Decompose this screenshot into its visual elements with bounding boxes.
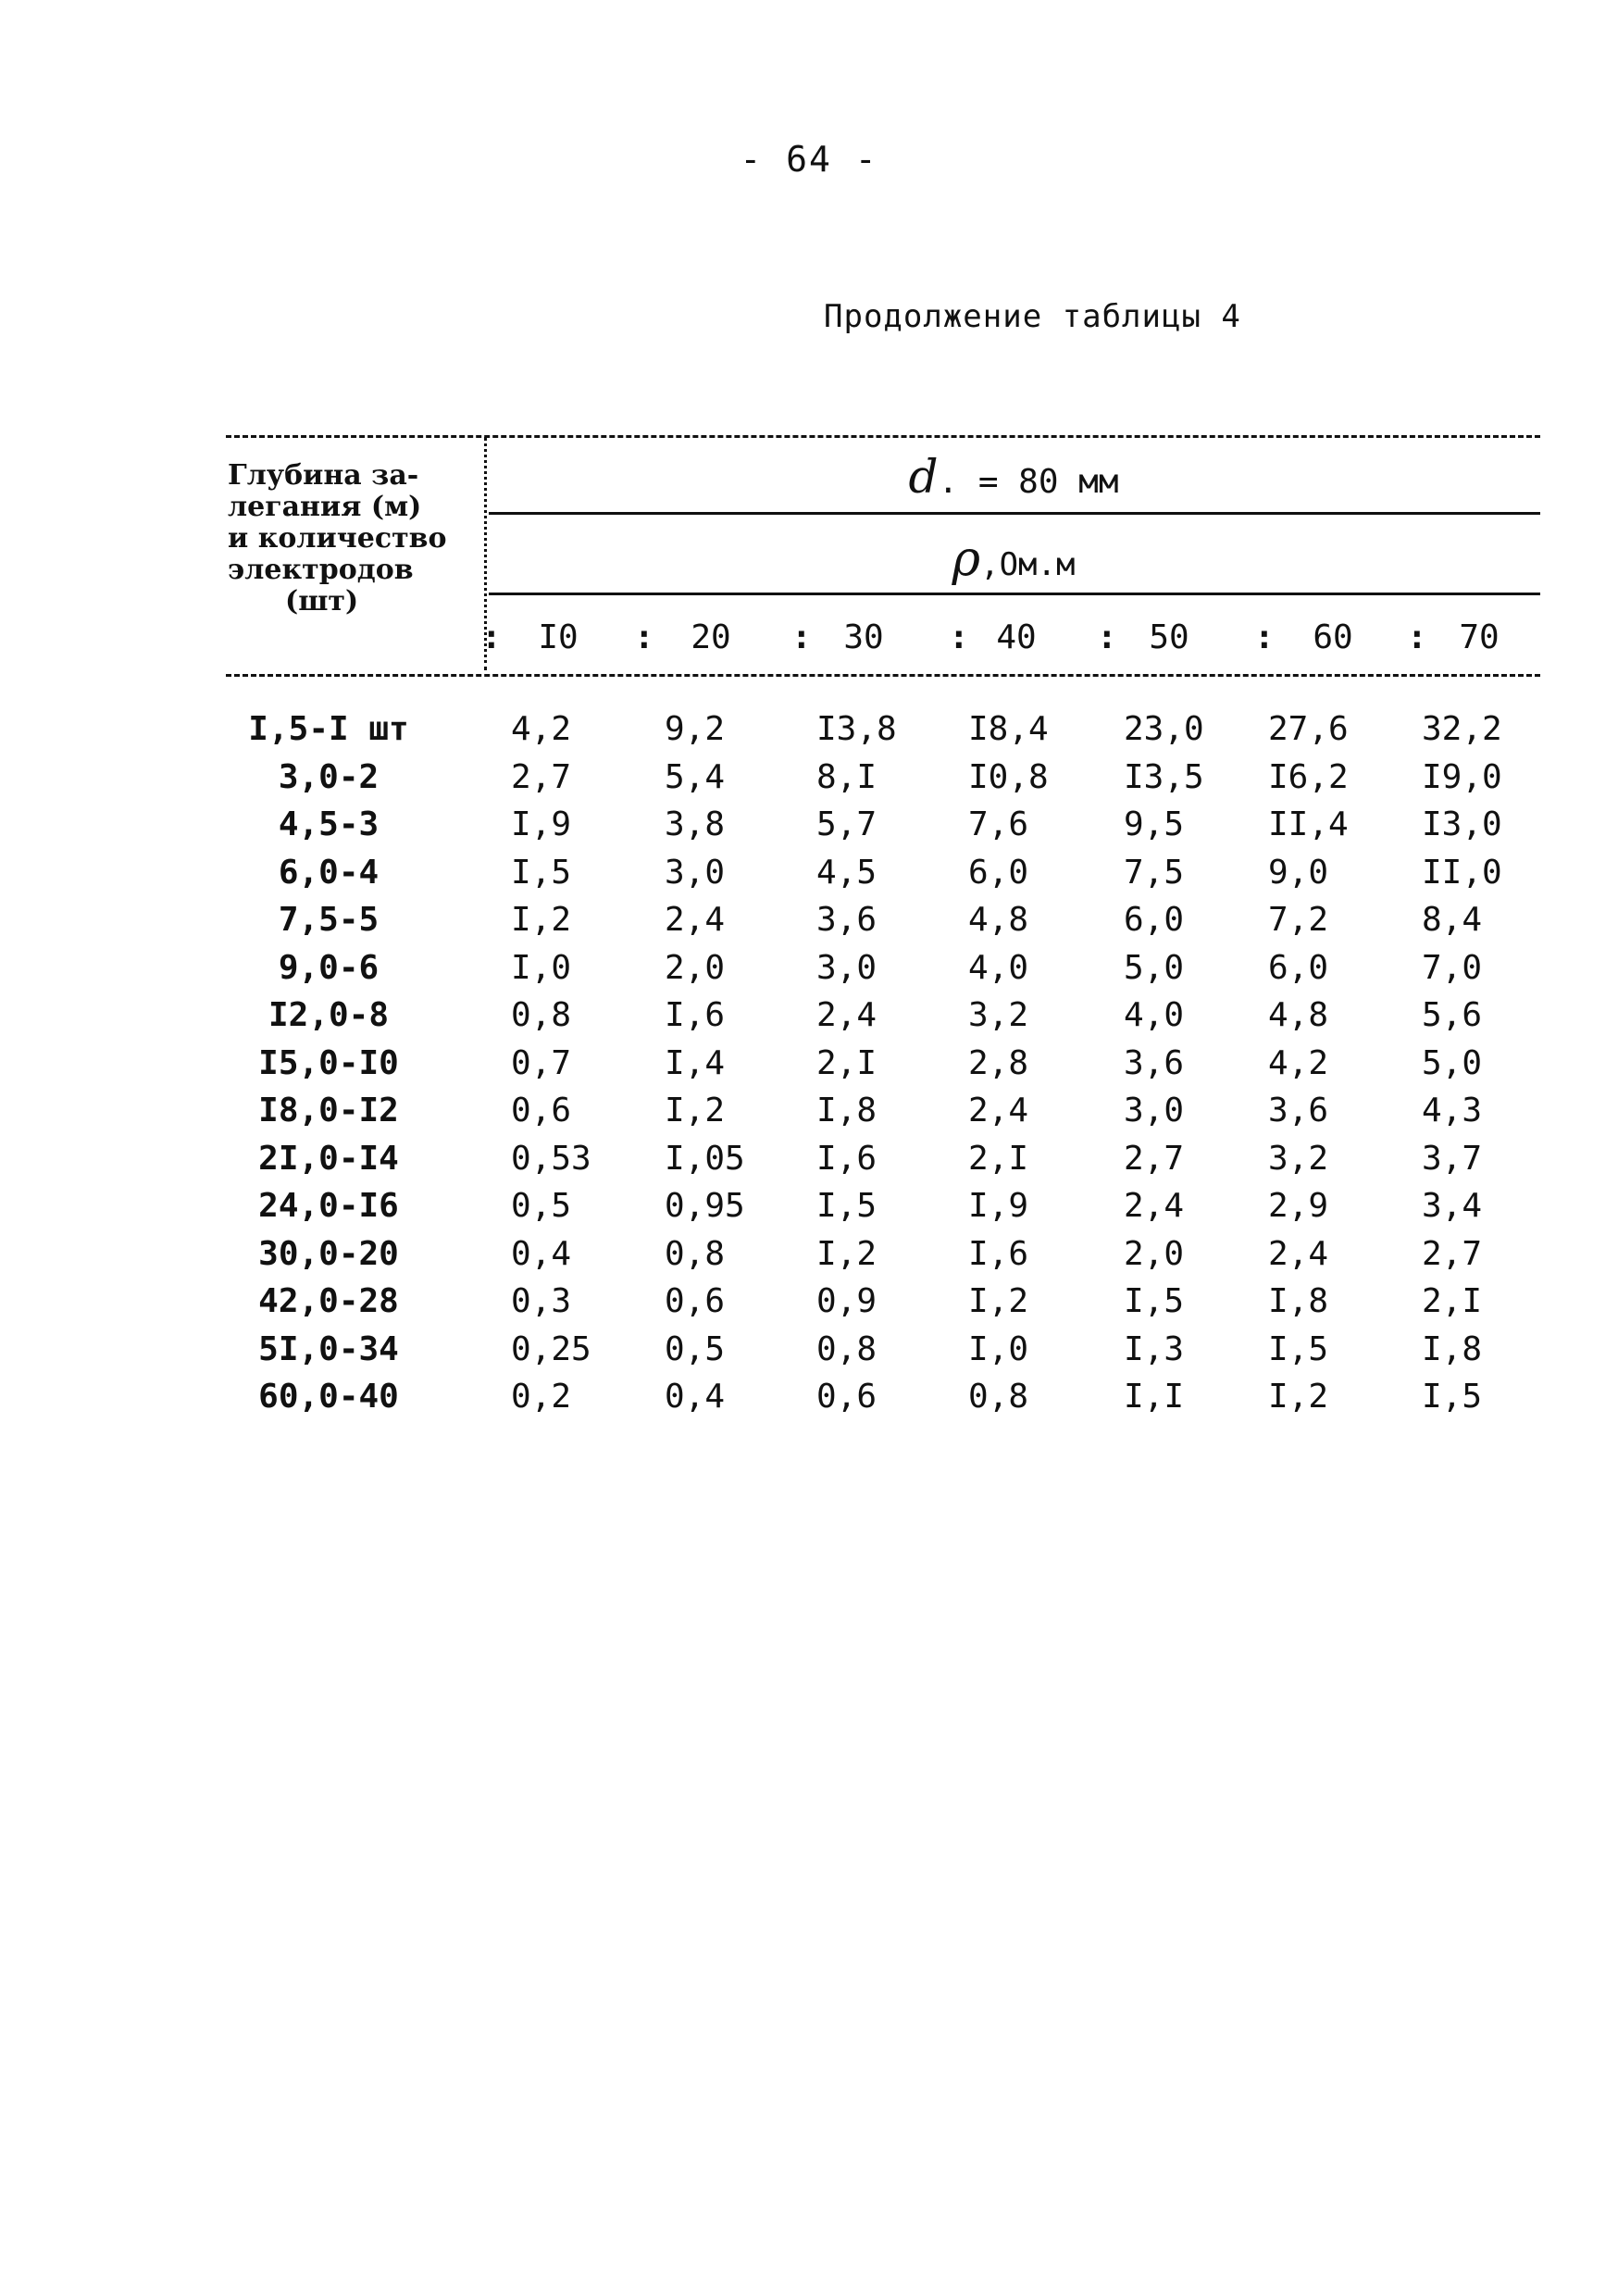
value-cell: 3,0 [1124, 1092, 1185, 1129]
table-row [222, 1373, 1537, 1421]
value-cell: 2,7 [511, 757, 572, 796]
value-cell: I,3 [1124, 1329, 1185, 1368]
value-cell: I3,5 [1124, 757, 1204, 796]
row-header-line: легания (м) [228, 491, 422, 523]
table-row [222, 944, 1537, 992]
resistivity-rule [489, 593, 1540, 595]
value-cell: 32,2 [1422, 710, 1502, 748]
value-cell: I,5 [1124, 1282, 1185, 1320]
value-cell: 2,0 [1124, 1234, 1185, 1273]
value-cell: I3,8 [816, 710, 897, 748]
depth-cell: 4,5-3 [278, 805, 380, 843]
column-header: 50 [1149, 618, 1189, 656]
value-cell: I,6 [816, 1139, 877, 1178]
value-cell: 7,5 [1124, 853, 1185, 892]
value-cell: 4,5 [816, 853, 877, 892]
resistivity-unit: ,Ом.м [980, 546, 1076, 583]
value-cell: 0,6 [816, 1378, 877, 1416]
table-row [222, 1326, 1537, 1374]
value-cell: 0,9 [816, 1282, 877, 1320]
value-cell: 0,4 [511, 1234, 572, 1273]
value-cell: 9,5 [1124, 805, 1185, 843]
table-row [222, 705, 1537, 754]
value-cell: 3,4 [1422, 1187, 1483, 1225]
table-row [222, 896, 1537, 944]
value-cell: 9,2 [665, 710, 726, 748]
value-cell: I8,4 [968, 710, 1049, 748]
value-cell: 3,8 [665, 805, 726, 843]
value-cell: 5,7 [816, 805, 877, 843]
value-cell: 2,9 [1268, 1187, 1329, 1225]
diameter-symbol: d [908, 450, 939, 504]
value-cell: 0,6 [511, 1092, 572, 1129]
value-cell: 4,2 [1268, 1043, 1329, 1082]
depth-cell: I5,0-I0 [258, 1043, 399, 1082]
value-cell: 0,5 [665, 1329, 726, 1368]
value-cell: 23,0 [1124, 710, 1204, 748]
value-cell: I,5 [1268, 1329, 1329, 1368]
value-cell: I,2 [665, 1092, 726, 1129]
value-cell: 9,0 [1268, 853, 1329, 892]
row-header [228, 460, 478, 618]
table-body [222, 705, 1537, 1421]
value-cell: 3,6 [816, 901, 877, 939]
row-header-line: и количество [228, 522, 447, 555]
value-cell: I,4 [665, 1043, 726, 1082]
row-header-line: электродов [228, 554, 414, 586]
table-row [222, 1182, 1537, 1230]
value-cell: 2,4 [968, 1092, 1029, 1129]
value-cell: 4,8 [1268, 996, 1329, 1034]
value-cell: 0,8 [816, 1329, 877, 1368]
value-cell: 0,8 [968, 1378, 1029, 1416]
value-cell: I,0 [511, 948, 572, 987]
value-cell: I,5 [1422, 1378, 1483, 1416]
column-header: 20 [691, 618, 731, 656]
value-cell: I,6 [968, 1234, 1029, 1273]
value-cell: 5,0 [1124, 948, 1185, 987]
column-header: I0 [538, 618, 579, 656]
value-cell: 3,6 [1124, 1043, 1185, 1082]
value-cell: 4,3 [1422, 1092, 1483, 1129]
table-row [222, 849, 1537, 897]
table-caption: Продолжение таблицы 4 [824, 298, 1241, 335]
table-row [222, 754, 1537, 802]
value-cell: 2,7 [1124, 1139, 1185, 1178]
value-cell: 0,95 [665, 1187, 745, 1225]
row-header-line: Глубина за- [228, 459, 419, 492]
value-cell: 6,0 [1124, 901, 1185, 939]
depth-cell: 9,0-6 [278, 948, 380, 987]
value-cell: I,8 [816, 1092, 877, 1129]
table-top-rule [226, 435, 1540, 438]
value-cell: 0,7 [511, 1043, 572, 1082]
depth-cell: 7,5-5 [278, 901, 380, 939]
table-row [222, 1278, 1537, 1326]
value-cell: I,8 [1422, 1329, 1483, 1368]
value-cell: 5,0 [1422, 1043, 1483, 1082]
value-cell: 3,7 [1422, 1139, 1483, 1178]
value-cell: 3,0 [816, 948, 877, 987]
depth-cell: I,5-I шт [248, 710, 409, 748]
depth-cell: 24,0-I6 [258, 1187, 399, 1225]
value-cell: II,0 [1422, 853, 1502, 892]
value-cell: I,2 [1268, 1378, 1329, 1416]
resistivity-symbol: ρ [952, 531, 981, 587]
value-cell: I,8 [1268, 1282, 1329, 1320]
value-cell: 5,4 [665, 757, 726, 796]
value-cell: 6,0 [1268, 948, 1329, 987]
value-cell: 0,6 [665, 1282, 726, 1320]
table-row [222, 1230, 1537, 1279]
value-cell: 4,0 [1124, 996, 1185, 1034]
value-cell: 7,0 [1422, 948, 1483, 987]
depth-cell: 2I,0-I4 [258, 1139, 399, 1178]
value-cell: 8,4 [1422, 901, 1483, 939]
table-row [222, 1040, 1537, 1088]
value-cell: 7,2 [1268, 901, 1329, 939]
value-cell: 2,4 [1124, 1187, 1185, 1225]
value-cell: 7,6 [968, 805, 1029, 843]
value-cell: I,05 [665, 1139, 745, 1178]
table-row [222, 1135, 1537, 1183]
value-cell: I3,0 [1422, 805, 1502, 843]
column-header: 30 [843, 618, 884, 656]
value-cell: 6,0 [968, 853, 1029, 892]
value-cell: I,5 [816, 1187, 877, 1225]
value-cell: 0,2 [511, 1378, 572, 1416]
value-cell: I0,8 [968, 757, 1049, 796]
value-cell: I6,2 [1268, 757, 1349, 796]
depth-cell: 3,0-2 [278, 757, 380, 796]
value-cell: 0,25 [511, 1329, 591, 1368]
diameter-header [491, 450, 1537, 504]
depth-cell: I2,0-8 [268, 996, 390, 1034]
table-row [222, 992, 1537, 1040]
value-cell: 0,8 [665, 1234, 726, 1273]
value-cell: 4,8 [968, 901, 1029, 939]
value-cell: I,9 [968, 1187, 1029, 1225]
value-cell: 2,I [1422, 1282, 1483, 1320]
value-cell: 2,0 [665, 948, 726, 987]
value-cell: 2,4 [1268, 1234, 1329, 1273]
value-cell: 2,8 [968, 1043, 1029, 1082]
diameter-value: . = 80 мм [938, 463, 1119, 501]
value-cell: 2,4 [816, 996, 877, 1034]
value-cell: I,I [1124, 1378, 1185, 1416]
value-cell: I,2 [816, 1234, 877, 1273]
value-cell: I,2 [511, 901, 572, 939]
value-cell: I9,0 [1422, 757, 1502, 796]
value-cell: 3,2 [1268, 1139, 1329, 1178]
depth-cell: 6,0-4 [278, 853, 380, 892]
diameter-rule [489, 512, 1540, 515]
header-bottom-rule [226, 674, 1540, 677]
value-cell: 2,4 [665, 901, 726, 939]
value-cell: 0,4 [665, 1378, 726, 1416]
value-cell: 27,6 [1268, 710, 1349, 748]
value-cell: I,0 [968, 1329, 1029, 1368]
depth-cell: 42,0-28 [258, 1282, 399, 1320]
value-cell: 2,I [816, 1043, 877, 1082]
page-number: - 64 - [740, 139, 878, 180]
value-cell: I,2 [968, 1282, 1029, 1320]
depth-cell: 60,0-40 [258, 1378, 399, 1416]
value-cell: II,4 [1268, 805, 1349, 843]
value-cell: 5,6 [1422, 996, 1483, 1034]
row-header-line: (шт) [285, 585, 359, 618]
depth-cell: 30,0-20 [258, 1234, 399, 1273]
value-cell: 3,2 [968, 996, 1029, 1034]
value-cell: 0,8 [511, 996, 572, 1034]
depth-cell: I8,0-I2 [258, 1092, 399, 1129]
resistivity-header [491, 531, 1537, 587]
value-cell: 2,7 [1422, 1234, 1483, 1273]
value-cell: 4,0 [968, 948, 1029, 987]
value-cell: I,6 [665, 996, 726, 1034]
column-header-row: : I0 : 20 : 30 : 40 : 50 : 60 : 70 [481, 618, 1546, 659]
table-row [222, 801, 1537, 849]
column-header: 40 [996, 618, 1037, 656]
value-cell: 2,I [968, 1139, 1029, 1178]
value-cell: 0,53 [511, 1139, 591, 1178]
column-header: 70 [1459, 618, 1500, 656]
value-cell: I,9 [511, 805, 572, 843]
value-cell: 3,0 [665, 853, 726, 892]
value-cell: 4,2 [511, 710, 572, 748]
value-cell: 0,3 [511, 1282, 572, 1320]
value-cell: 0,5 [511, 1187, 572, 1225]
column-header: 60 [1313, 618, 1353, 656]
depth-cell: 5I,0-34 [258, 1329, 399, 1368]
table-row [222, 1087, 1537, 1135]
value-cell: I,5 [511, 853, 572, 892]
value-cell: 8,I [816, 757, 877, 796]
value-cell: 3,6 [1268, 1092, 1329, 1129]
